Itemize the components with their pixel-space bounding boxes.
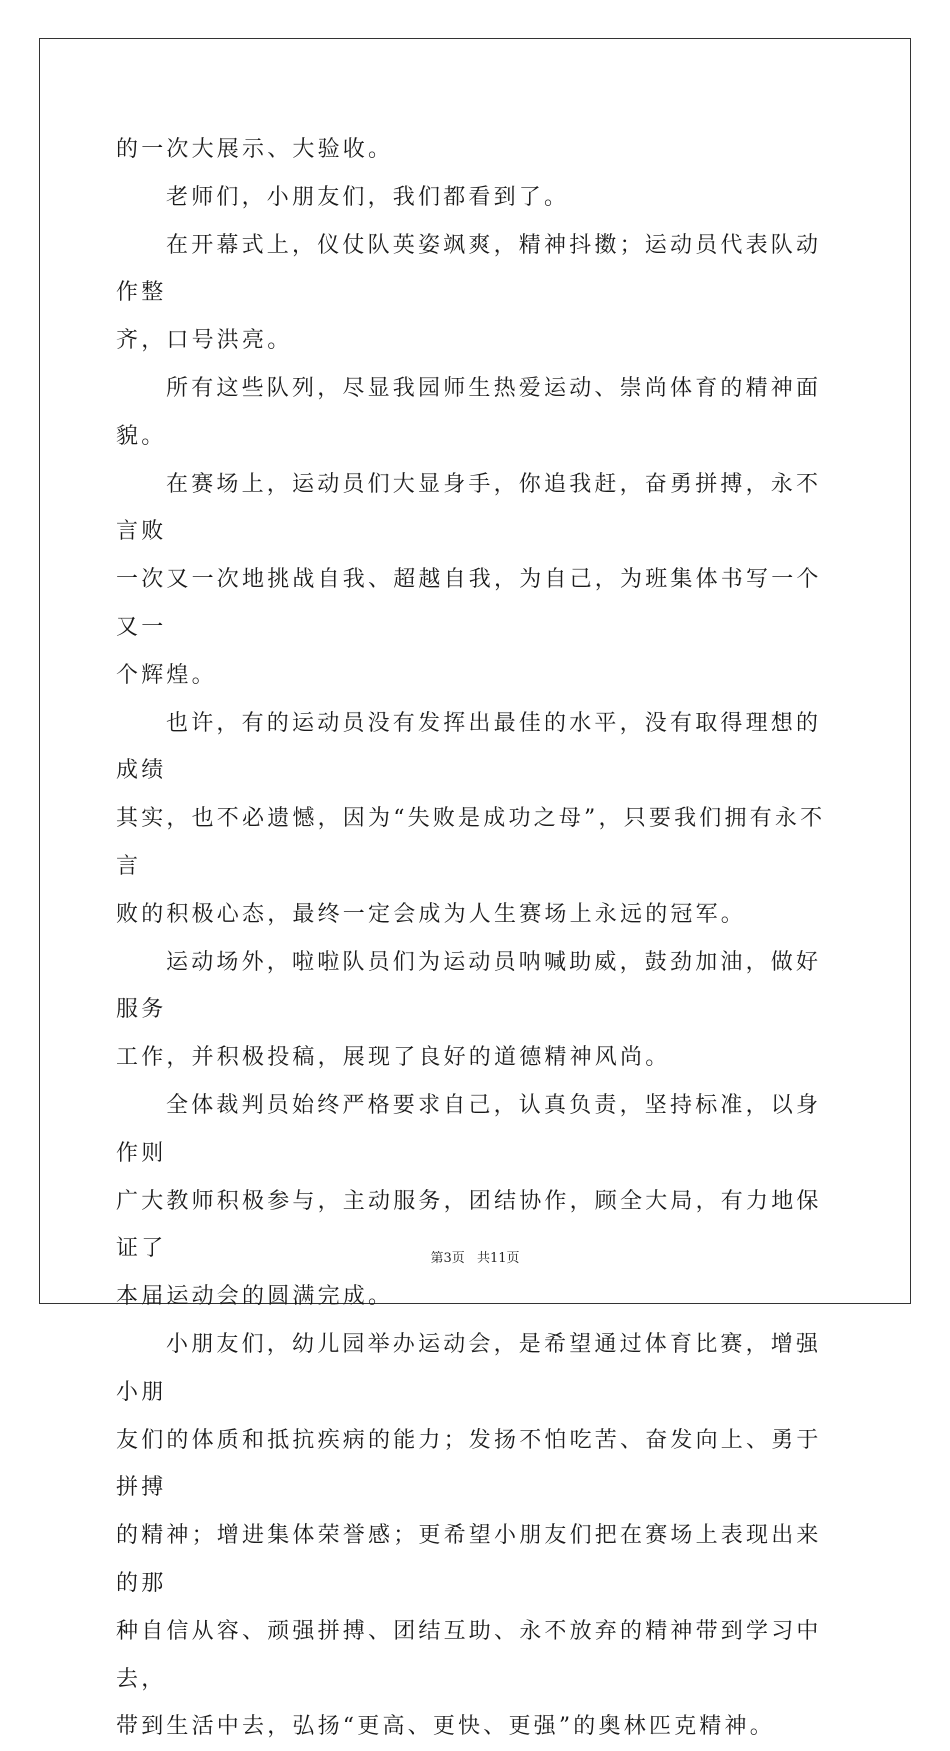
document-body [116,126,836,1751]
paragraph-line: 在赛场上，运动员们大显身手，你追我赶，奋勇拼搏，永不言败 [116,471,822,545]
paragraph-line: 的一次大展示、大验收。 [116,137,394,162]
paragraph-line: 的精神；增进集体荣誉感；更希望小朋友们把在赛场上表现出来的那 [116,1523,822,1596]
paragraph-line: 其实，也不必遗憾，因为“失败是成功之母”，只要我们拥有永不言 [116,806,826,879]
paragraph-line: 一次又一次地挑战自我、超越自我，为自己，为班集体书写一个又一 [116,567,822,640]
page-total: 共11页 [476,1251,520,1266]
page-number: 第3页 [430,1251,465,1266]
paragraph-line: 广大教师积极参与，主动服务，团结协作，顾全大局，有力地保证了 [116,1188,822,1262]
paragraph-line: 带到生活中去，弘扬“更高、更快、更强”的奥林匹克精神。 [116,1714,775,1740]
paragraph-line: 友们的体质和抵抗疾病的能力；发扬不怕吃苦、奋发向上、勇于拼搏 [116,1427,822,1501]
paragraph-line: 败的积极心态，最终一定会成为人生赛场上永远的冠军。 [116,901,747,927]
paragraph-line: 个辉煌。 [116,662,217,688]
paragraph-line: 本届运动会的圆满完成。 [116,1284,394,1310]
paragraph [116,461,836,700]
paragraph-line: 齐，口号洪亮。 [116,328,293,354]
paragraph [116,1082,836,1321]
paragraph-line: 也许，有的运动员没有发挥出最佳的水平，没有取得理想的成绩 [116,710,822,784]
paragraph [116,365,836,461]
paragraph-line: 所有这些队列，尽显我园师生热爱运动、崇尚体育的精神面貌。 [116,375,822,449]
paragraph-line: 工作，并积极投稿，展现了良好的道德精神风尚。 [116,1045,671,1071]
paragraph [116,939,836,1082]
paragraph-line: 老师们，小朋友们，我们都看到了。 [166,184,570,210]
paragraph-line: 种自信从容、顽强拼搏、团结互助、永不放弃的精神带到学习中去， [116,1618,822,1692]
paragraph-line: 全体裁判员始终严格要求自己，认真负责，坚持标准，以身作则 [116,1092,822,1166]
paragraph [116,174,836,222]
paragraph-line: 运动场外，啦啦队员们为运动员呐喊助威，鼓劲加油，做好服务 [116,949,822,1023]
paragraph-line: 小朋友们，幼儿园举办运动会，是希望通过体育比赛，增强小朋 [116,1331,822,1405]
paragraph [116,126,836,174]
paragraph [116,222,836,365]
paragraph [116,700,836,939]
page-footer [0,1247,950,1266]
paragraph-line: 在开幕式上，仪仗队英姿飒爽，精神抖擞；运动员代表队动作整 [116,232,822,306]
paragraph [116,1321,836,1751]
